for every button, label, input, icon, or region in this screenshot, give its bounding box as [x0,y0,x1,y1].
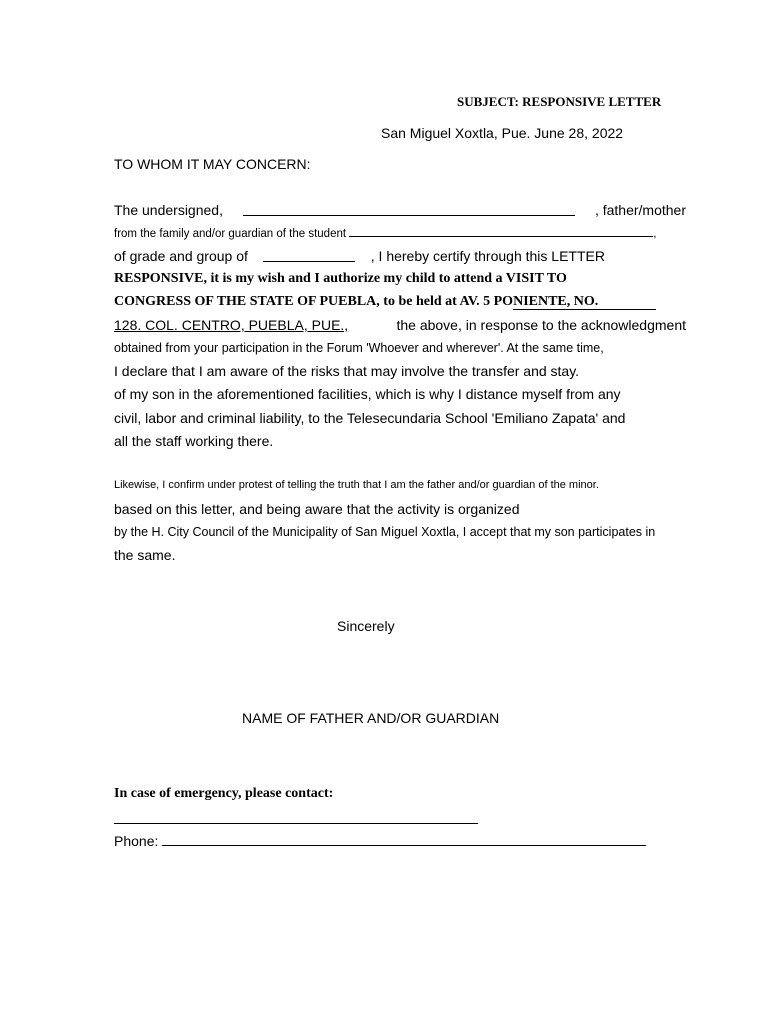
letter-line-15: the same. [114,547,176,563]
phone-blank[interactable] [162,833,646,846]
poniente-text: NIENTE, NO. [513,294,599,309]
congress-text: CONGRESS OF THE STATE OF PUEBLA, to be held at AV. 5 PO [114,294,514,309]
letter-line-6 [114,318,686,332]
letter-line-10: civil, labor and criminal liability, to the Telesecundaria School 'Emiliano Zapata' and [114,410,626,426]
letter-line-9: of my son in the aforementioned facilities, which is why I distance myself from any [114,386,621,402]
parent-name-blank[interactable] [243,203,575,216]
phone-label: Phone: [114,833,159,849]
letter-line-1 [114,203,686,217]
closing: Sincerely [337,618,395,634]
acknowledgment-text: the above, in response to the acknowledgment [396,317,686,333]
certify-text: , I hereby certify through this LETTER [370,248,605,264]
letter-line-4: RESPONSIVE, it is my wish and I authorize my child to attend a VISIT TO [114,271,567,286]
place-and-date: San Miguel Xoxtla, Pue. June 28, 2022 [381,125,624,141]
letter-line-8: I declare that I am aware of the risks that may involve the transfer and stay. [114,363,580,379]
student-name-blank[interactable] [349,226,653,237]
letter-line-13: based on this letter, and being aware that the activity is organized [114,501,520,517]
address-underlined-part [513,295,656,310]
letter-line-12: Likewise, I confirm under protest of telling the truth that I am the father and/or guardian of the minor. [114,479,599,491]
letter-line-11: all the staff working there. [114,433,274,449]
father-mother-label: , father/mother [594,202,686,218]
emergency-contact-label: In case of emergency, please contact: [114,786,334,801]
letter-line-3 [114,249,605,263]
letter-line-2 [114,226,656,241]
letter-line-14: by the H. City Council of the Municipality of San Miguel Xoxtla, I accept that my son participates in [114,525,656,539]
phone-line [114,833,646,848]
salutation: TO WHOM IT MAY CONCERN: [114,156,311,172]
letter-line-7: obtained from your participation in the Forum 'Whoever and wherever'. At the same time, [114,341,604,355]
signature-label: NAME OF FATHER AND/OR GUARDIAN [242,710,500,726]
line-2-comma: , [653,228,657,240]
student-label: from the family and/or guardian of the student [114,228,347,240]
grade-group-label: of grade and group of [114,248,248,264]
grade-group-blank[interactable] [263,249,355,262]
emergency-contact-blank[interactable] [114,823,478,824]
subject-heading: SUBJECT: RESPONSIVE LETTER [457,94,662,109]
address-text: 128. COL. CENTRO, PUEBLA, PUE., [114,317,349,333]
undersigned-label: The undersigned, [114,202,223,218]
letter-line-5 [114,295,656,310]
